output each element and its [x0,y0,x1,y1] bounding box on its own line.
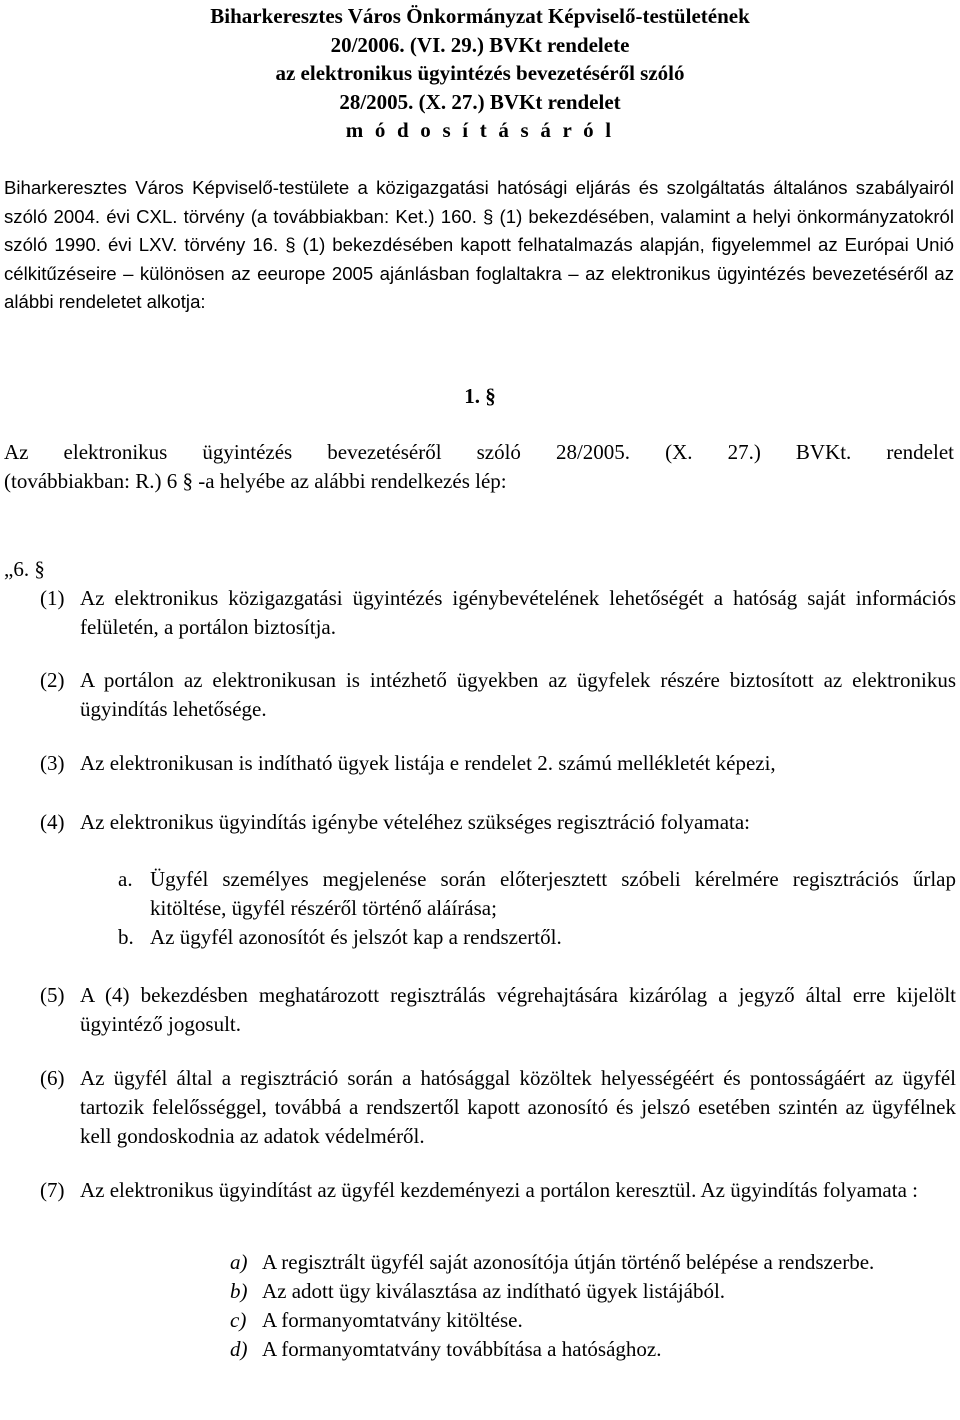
procedure-steps [4,1248,956,1364]
list-marker: c) [230,1308,247,1332]
paragraph-text: Az elektronikus ügyindítás igénybe vételéhez szükséges regisztráció folyamata: [80,810,751,834]
paragraph-number: (6) [40,1066,65,1090]
paragraph-number: (4) [40,810,65,834]
list-item-text: Az adott ügy kiválasztása az indítható ügyek listájából. [262,1279,726,1303]
list-marker: d) [230,1337,248,1361]
title-line-4: 28/2005. (X. 27.) BVKt rendelet [339,89,621,114]
list-item [4,1306,956,1335]
paragraph-text: Az ügyfél által a regisztráció során a hatósággal közöltek helyességéért és pontosságáért az ügyfél tartozik felelősséggel, továbbá a rendszertől kapott azonosító és jelszó esetében szintén az ügyfélnek kell gondoskodnia az adatok védelméről. [80,1066,956,1148]
list-item-text: A regisztrált ügyfél saját azonosítója útján történő belépése a rendszerbe. [262,1250,875,1274]
registration-steps [4,865,956,952]
paragraph-text: A (4) bekezdésben meghatározott regisztrálás végrehajtására kizárólag a jegyző által erre kijelölt ügyintéző jogosult. [80,983,956,1036]
document-title [0,2,960,145]
list-item [4,865,956,923]
title-line-5: m ó d o s í t á s á r ó l [345,118,615,142]
list-marker: a. [118,867,133,891]
new-section-heading: „6. § [4,557,45,581]
amendment-line-1: Az elektronikus ügyintézés bevezetéséről szóló 28/2005. (X. 27.) BVKt. rendelet [4,440,954,464]
title-line-1: Biharkeresztes Város Önkormányzat Képviselő-testületének [210,4,750,28]
paragraph-number: (7) [40,1178,65,1202]
paragraph-text: Az elektronikus közigazgatási ügyintézés igénybevételének lehetőségét a hatóság saját információs felületén, a portálon biztosítja. [80,586,956,639]
list-item-text: A formanyomtatvány kitöltése. [262,1308,523,1332]
list-item-text: Ügyfél személyes megjelenése során előterjesztett szóbeli kérelmére regisztrációs űrlap kitöltése, ügyfél részéről történő aláírása; [150,867,956,920]
paragraph-2 [4,666,956,724]
amendment-line-2: (továbbiakban: R.) 6 § -a helyébe az alábbi rendelkezés lép: [4,469,507,493]
list-item [4,1277,956,1306]
preamble: Biharkeresztes Város Képviselő-testülete a közigazgatási hatósági eljárás és szolgáltatás általános szabályairól szóló 2004. évi CXL. törvény (a továbbiakban: Ket.) 160. § (1) bekezdésében, valamint a helyi önkormányzatokról szóló 1990. évi LXV. törvény 16. § (1) bekezdésében kapott felhatalmazás alapján, figyelemmel az Európai Unió célkitűzéseire – különösen az eeurope 2005 ajánlásban foglaltakra – az elektronikus ügyintézés bevezetéséről az alábbi rendeletet alkotja: [4,177,954,313]
list-item-text: Az ügyfél azonosítót és jelszót kap a rendszertől. [150,925,562,949]
paragraph-number: (2) [40,668,65,692]
paragraph-7 [4,1176,956,1205]
list-marker: b. [118,925,134,949]
amendment-text [4,438,954,496]
paragraph-4 [4,808,956,837]
list-item-text: A formanyomtatvány továbbítása a hatósághoz. [262,1337,662,1361]
section-number: 1. § [464,384,496,408]
paragraph-text: A portálon az elektronikusan is intézhető ügyekben az ügyfelek részére biztosított az elektronikus ügyindítás lehetősége. [80,668,956,721]
paragraph-text: Az elektronikusan is indítható ügyek listája e rendelet 2. számú mellékletét képezi, [80,751,776,775]
paragraph-5 [4,981,956,1039]
paragraph-number: (3) [40,751,65,775]
title-line-3: az elektronikus ügyintézés bevezetéséről szóló [275,61,685,85]
title-line-2: 20/2006. (VI. 29.) BVKt rendelete [330,32,630,57]
list-item [4,1335,956,1364]
paragraph-text: Az elektronikus ügyindítást az ügyfél kezdeményezi a portálon keresztül. Az ügyindítás folyamata : [80,1178,918,1202]
paragraph-number: (5) [40,983,65,1007]
paragraph-1 [4,584,956,642]
paragraph-6 [4,1064,956,1151]
list-marker: a) [230,1250,248,1274]
list-marker: b) [230,1279,248,1303]
list-item [4,1248,956,1277]
new-section-body [4,555,956,1364]
paragraph-3 [4,749,956,778]
paragraph-number: (1) [40,586,65,610]
list-item [4,923,956,952]
